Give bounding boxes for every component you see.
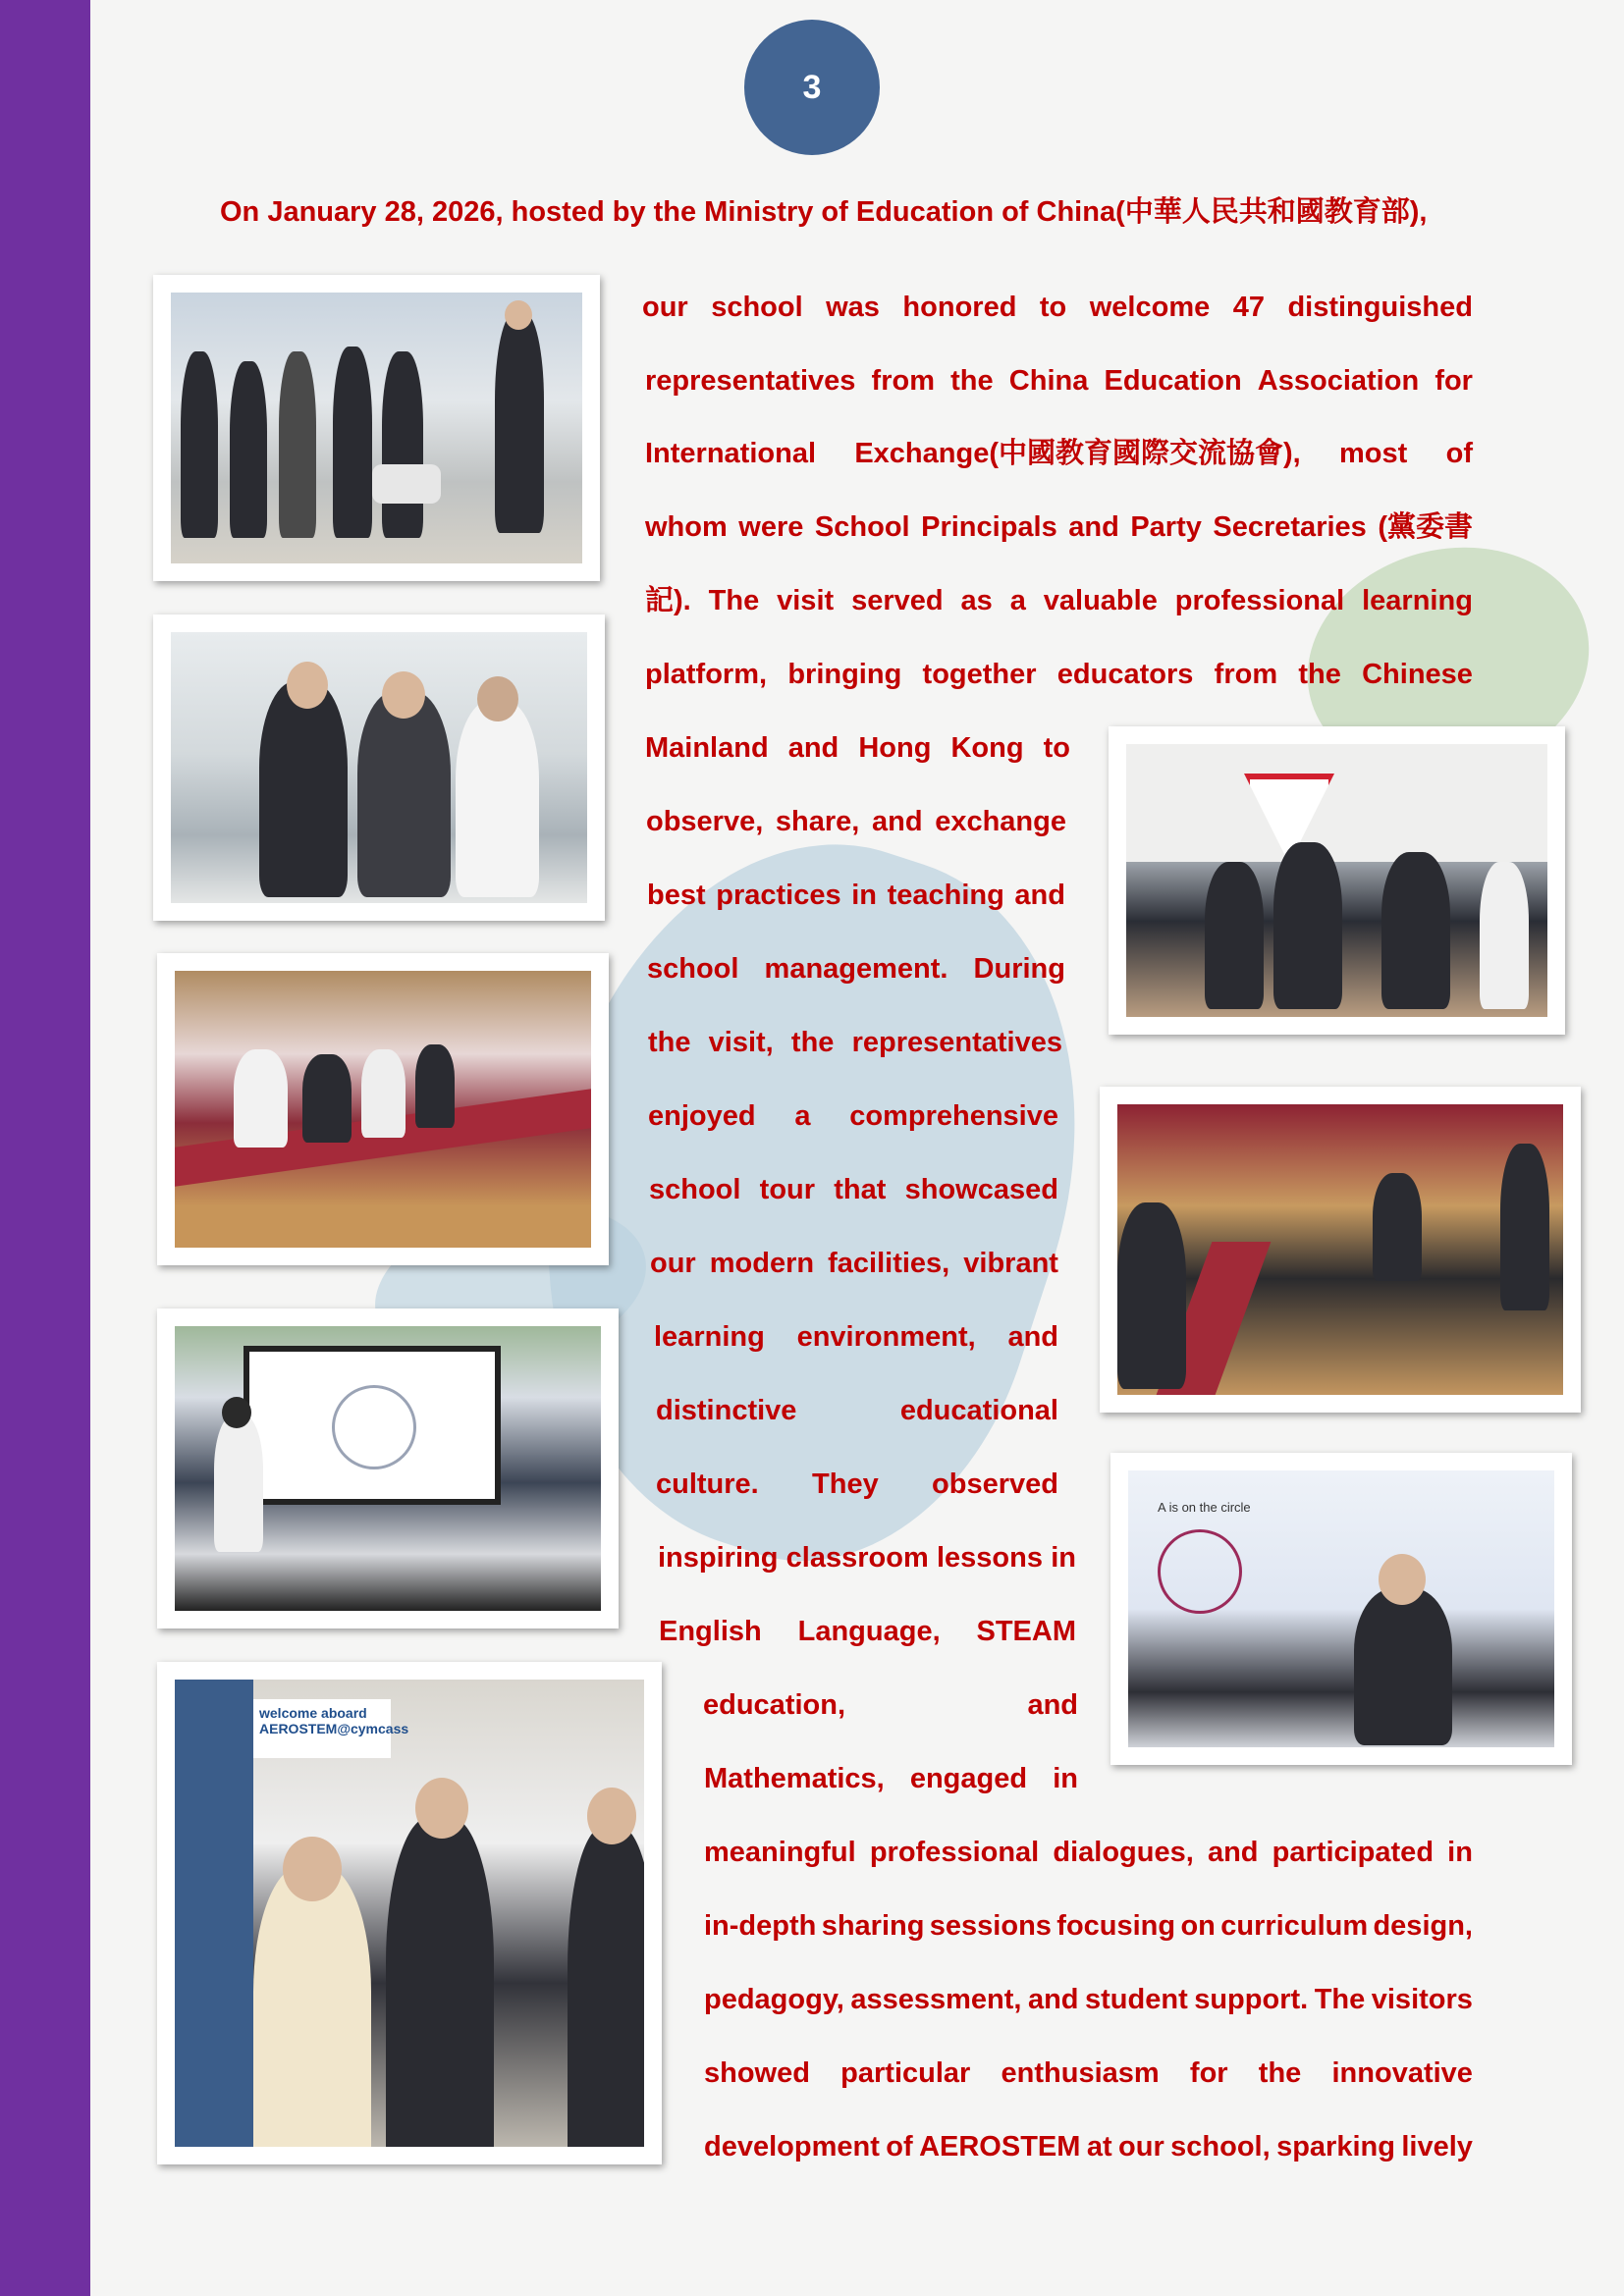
body-line-6: platform, bringing together educators from the Chinese (645, 659, 1473, 690)
purple-sidebar (0, 0, 90, 2296)
lead-line: On January 28, 2026, hosted by the Ministry of Education of China(中華人民共和國教育部), (220, 196, 1428, 228)
screen-text: A is on the circle (1158, 1500, 1251, 1515)
photo-mathematics-lesson (1110, 1453, 1572, 1765)
photo-visitors-photographing (1109, 726, 1565, 1035)
body-line-21: Mathematics, engaged in (704, 1763, 1078, 1794)
body-line-24: pedagogy, assessment, and student support. The visitors (704, 1984, 1473, 2015)
photo-student-demonstration (153, 614, 605, 921)
photo-aerostem-welcome (157, 1662, 662, 2164)
body-line-4: whom were School Principals and Party Secretaries (黨委書 (645, 511, 1473, 543)
body-line-18: inspiring classroom lessons in (658, 1542, 1076, 1574)
body-line-2: representatives from the China Education Association for (645, 365, 1473, 397)
aerostem-banner: welcome aboard AEROSTEM@cymcass (253, 1699, 391, 1758)
page-number-badge: 3 (744, 20, 880, 155)
body-line-15: learning environment, and (654, 1321, 1058, 1353)
body-line-19: English Language, STEAM (659, 1616, 1076, 1647)
body-line-10: school management. During (647, 953, 1065, 985)
body-line-12: enjoyed a comprehensive (648, 1100, 1058, 1132)
photo-sharing-session-table (157, 953, 609, 1265)
body-line-9: best practices in teaching and (647, 880, 1065, 911)
body-line-23: in-depth sharing sessions focusing on curriculum design, (704, 1910, 1473, 1942)
body-line-20: education, and (703, 1689, 1078, 1721)
body-line-5: 記). The visit served as a valuable professional learning (645, 585, 1473, 616)
body-line-8: observe, share, and exchange (646, 806, 1066, 837)
body-line-7: Mainland and Hong Kong to (645, 732, 1070, 764)
body-line-17: culture. They observed (656, 1468, 1058, 1500)
photo-hall-meeting (1100, 1087, 1581, 1413)
body-line-3: International Exchange(中國教育國際交流協會), most of (645, 438, 1473, 469)
body-line-1: our school was honored to welcome 47 distinguished (642, 292, 1473, 323)
body-line-13: school tour that showcased (649, 1174, 1058, 1205)
body-line-14: our modern facilities, vibrant (650, 1248, 1058, 1279)
body-line-11: the visit, the representatives (648, 1027, 1062, 1058)
body-line-22: meaningful professional dialogues, and participated in (704, 1837, 1473, 1868)
body-line-26: development of AEROSTEM at our school, sparking lively (704, 2131, 1473, 2163)
photo-robot-dog-demo (153, 275, 600, 581)
body-line-16: distinctive educational (656, 1395, 1058, 1426)
body-line-25: showed particular enthusiasm for the innovative (704, 2057, 1473, 2089)
photo-classroom-lesson (157, 1308, 619, 1629)
